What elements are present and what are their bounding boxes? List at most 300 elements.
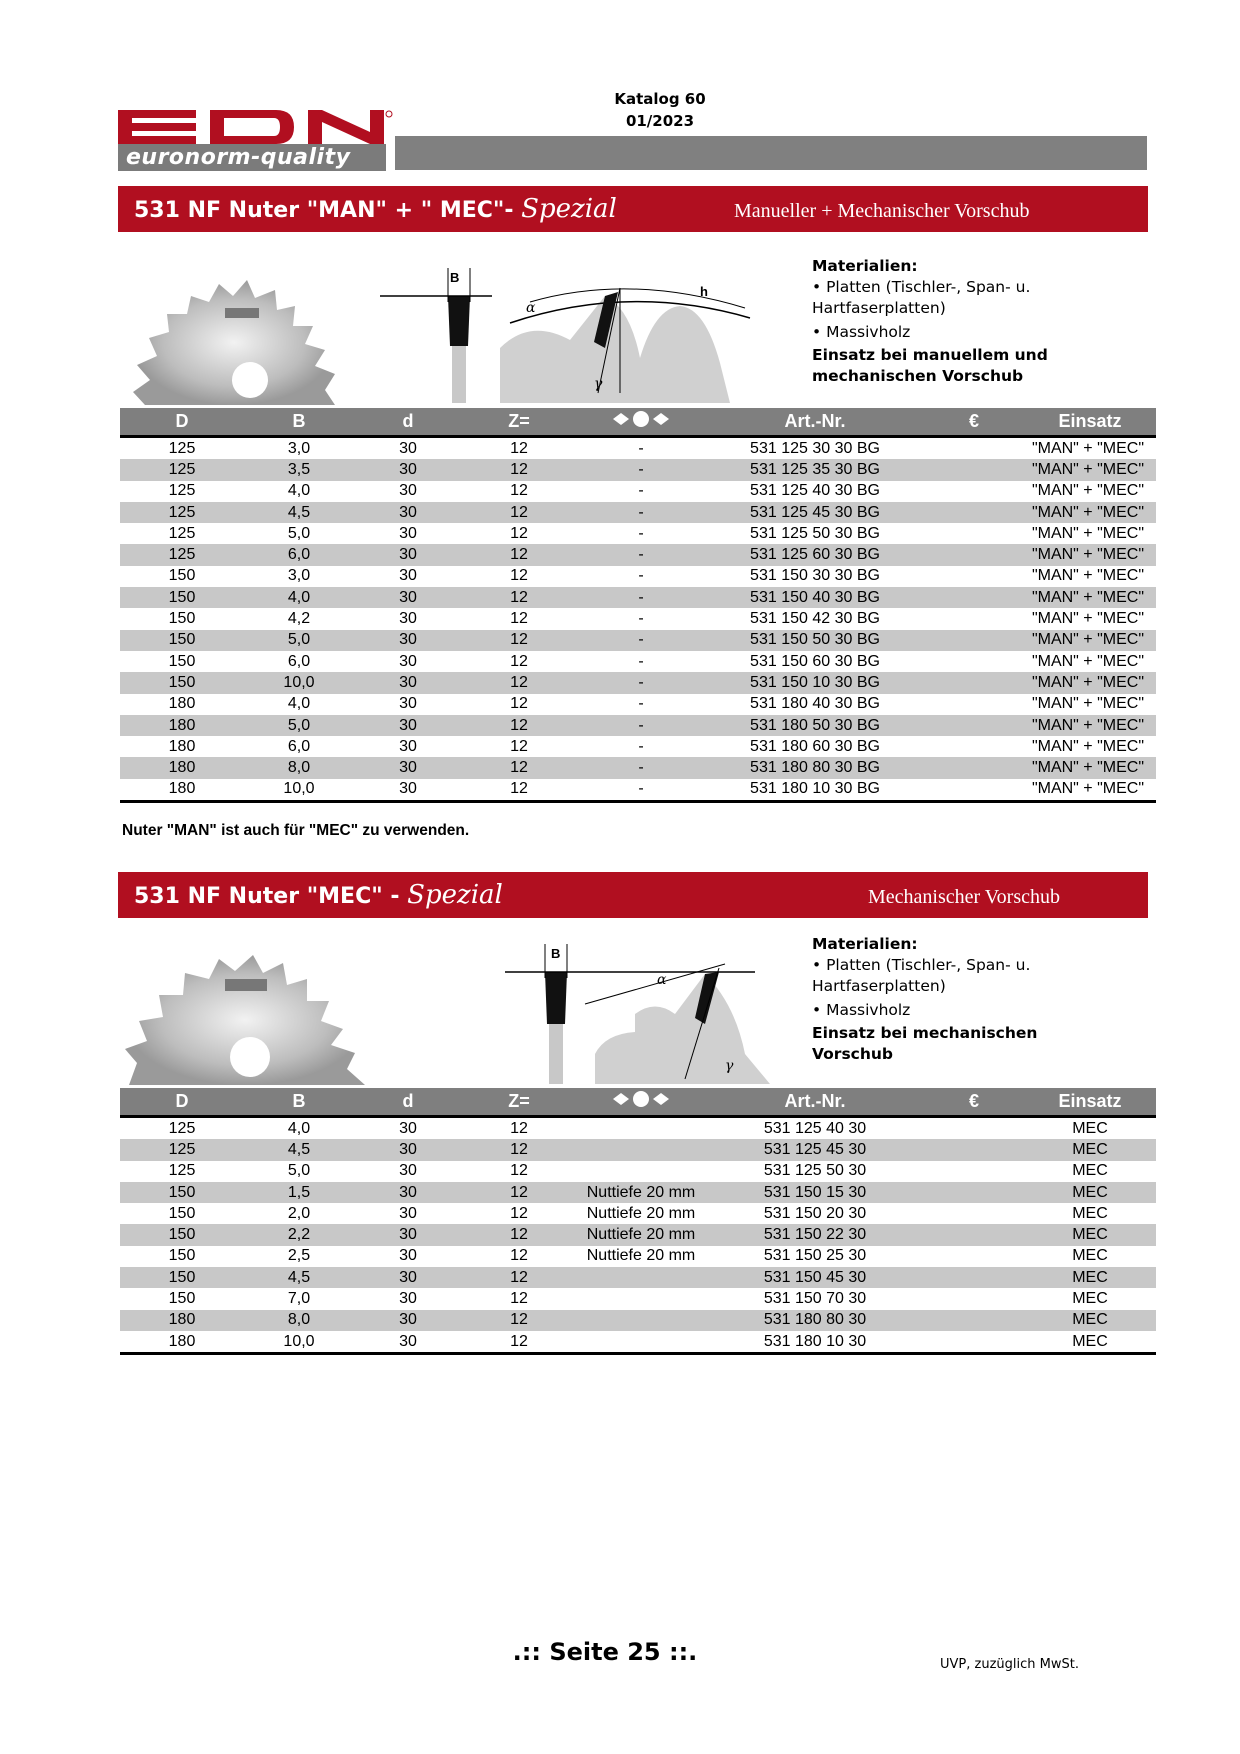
table-cell: 12 (510, 1247, 528, 1265)
table-row (120, 1267, 1156, 1288)
table-cell: 30 (354, 1267, 462, 1288)
table-cell: MEC (1072, 1290, 1108, 1308)
table-cell (924, 608, 1024, 629)
table-cell: 30 (354, 459, 462, 480)
table-row (120, 1310, 1156, 1331)
table-cell: MEC (1024, 1224, 1156, 1245)
table-cell: "MAN" + "MEC" (1031, 439, 1144, 457)
table-cell: 30 (354, 672, 462, 693)
column-header (576, 408, 706, 437)
table-cell (924, 437, 1024, 460)
table-cell: MEC (1024, 1331, 1156, 1354)
table-cell: 30 (399, 1162, 417, 1180)
table-cell: 531 150 20 30 (763, 1204, 867, 1222)
table-cell: 531 180 80 30 (706, 1310, 924, 1331)
table-cell: - (576, 544, 706, 565)
table-cell: "MAN" + "MEC" (1024, 459, 1156, 480)
table-cell (576, 1310, 706, 1331)
section2-title: 531 NF Nuter "MEC" - Spezial (134, 880, 503, 910)
table-cell: 30 (399, 567, 417, 585)
table-cell: 30 (399, 1204, 417, 1222)
svg-text:γ: γ (594, 376, 603, 392)
table-cell (924, 502, 1024, 523)
table-row (120, 1331, 1156, 1354)
table-cell: 180 (120, 1310, 244, 1331)
column-header: Z= (462, 408, 576, 437)
table-cell: 4,2 (287, 610, 311, 628)
table-cell (924, 566, 1024, 587)
table-row (120, 502, 1156, 523)
section1-table (120, 408, 1156, 803)
table-cell: 30 (399, 1119, 417, 1137)
table-cell: Nuttiefe 20 mm (586, 1247, 696, 1265)
table-cell: 12 (462, 1139, 576, 1160)
table-cell: 531 125 50 30 (763, 1162, 867, 1180)
section2-usage: Einsatz bei mechanischen Vorschub (812, 1024, 1038, 1063)
table-cell (924, 1267, 1024, 1288)
table-cell: 4,0 (287, 1119, 311, 1137)
table-cell (924, 715, 1024, 736)
table-cell: 2,0 (287, 1204, 311, 1222)
table-header-row (120, 408, 1156, 437)
svg-text:h: h (700, 284, 708, 299)
table-cell (576, 1267, 706, 1288)
table-cell: - (576, 630, 706, 651)
table-cell: 12 (462, 779, 576, 802)
table-cell: 150 (168, 1290, 196, 1308)
table-cell: 7,0 (287, 1290, 311, 1308)
table-cell: 531 125 40 30 BG (750, 482, 880, 500)
table-cell (924, 1161, 1024, 1182)
section2-table (120, 1088, 1156, 1355)
table-cell: 531 125 35 30 BG (706, 459, 924, 480)
table-cell: 180 (120, 1331, 244, 1354)
table-cell (924, 544, 1024, 565)
table-cell: 10,0 (244, 779, 354, 802)
table-cell: 12 (462, 715, 576, 736)
table-cell: 12 (510, 439, 528, 457)
table-row (120, 736, 1156, 757)
table-cell: 150 (120, 1182, 244, 1203)
table-cell: 30 (399, 737, 417, 755)
table-cell: 12 (510, 524, 528, 542)
table-cell: 10,0 (244, 672, 354, 693)
table-cell: 30 (399, 1247, 417, 1265)
table-row (120, 437, 1156, 460)
section1-material-1: • Platten (Tischler-, Span- u. Hartfaserplatten) (812, 278, 1031, 317)
section1-material-2: • Massivholz (812, 323, 911, 341)
table-cell: 150 (168, 1204, 196, 1222)
table-cell: "MAN" + "MEC" (1031, 482, 1144, 500)
table-cell: - (576, 459, 706, 480)
table-cell: 12 (462, 1182, 576, 1203)
table-cell: - (576, 779, 706, 802)
table-cell: MEC (1024, 1267, 1156, 1288)
table-cell: "MAN" + "MEC" (1024, 502, 1156, 523)
price-note: UVP, zuzüglich MwSt. (940, 1657, 1079, 1672)
table-row (120, 587, 1156, 608)
table-cell: 30 (354, 1310, 462, 1331)
table-cell: 1,5 (244, 1182, 354, 1203)
table-cell: MEC (1072, 1247, 1108, 1265)
compat-note: Nuter "MAN" ist auch für "MEC" zu verwenden. (122, 822, 470, 839)
table-cell: 12 (462, 587, 576, 608)
table-cell: 5,0 (287, 1162, 311, 1180)
table-cell: 125 (168, 524, 196, 542)
table-cell: Nuttiefe 20 mm (576, 1182, 706, 1203)
table-cell (924, 1288, 1024, 1309)
table-cell: 531 125 60 30 BG (706, 544, 924, 565)
table-row (120, 523, 1156, 544)
table-cell: 30 (399, 482, 417, 500)
tooth-shape-icon (611, 1089, 671, 1109)
table-cell: 531 125 45 30 BG (706, 502, 924, 523)
table-cell (924, 757, 1024, 778)
table-cell: 12 (462, 1331, 576, 1354)
section2-materials (812, 934, 1112, 1065)
table-row (120, 1246, 1156, 1267)
table-cell: - (638, 695, 644, 713)
table-cell (924, 459, 1024, 480)
table-row (120, 608, 1156, 629)
table-cell: 30 (354, 544, 462, 565)
table-cell (924, 1331, 1024, 1354)
table-cell: 30 (399, 439, 417, 457)
table-cell (924, 523, 1024, 544)
table-cell: 125 (168, 1162, 196, 1180)
table-cell: 12 (510, 1162, 528, 1180)
table-row (120, 694, 1156, 715)
table-cell: 4,5 (244, 1139, 354, 1160)
section2-feed: Mechanischer Vorschub (868, 886, 1060, 908)
table-row (120, 1288, 1156, 1309)
table-cell: 2,5 (287, 1247, 311, 1265)
table-cell: 10,0 (244, 1331, 354, 1354)
table-cell (924, 1224, 1024, 1245)
section1-title-bar (118, 186, 1148, 232)
table-row (120, 630, 1156, 651)
table-cell: 12 (462, 544, 576, 565)
column-header: d (354, 408, 462, 437)
table-cell: - (638, 737, 644, 755)
table-cell: 150 (168, 567, 196, 585)
table-cell: 12 (462, 757, 576, 778)
table-cell: "MAN" + "MEC" (1031, 567, 1144, 585)
table-cell (924, 481, 1024, 502)
table-cell: 531 150 70 30 (763, 1290, 867, 1308)
table-cell: 531 125 50 30 BG (750, 524, 880, 542)
column-header: € (924, 1088, 1024, 1117)
table-cell: 531 150 45 30 (706, 1267, 924, 1288)
table-cell: 531 180 10 30 (706, 1331, 924, 1354)
table-cell: 5,0 (244, 715, 354, 736)
table-cell: MEC (1024, 1139, 1156, 1160)
table-cell: 12 (510, 737, 528, 755)
table-cell (924, 1139, 1024, 1160)
section1-usage: Einsatz bei manuellem und mechanischen Vorschub (812, 346, 1048, 385)
table-cell: "MAN" + "MEC" (1031, 652, 1144, 670)
section2-material-2: • Massivholz (812, 1001, 911, 1019)
table-cell: 531 180 50 30 BG (706, 715, 924, 736)
table-cell: 30 (354, 715, 462, 736)
table-cell (924, 651, 1024, 672)
table-cell: 180 (120, 715, 244, 736)
table-cell (924, 779, 1024, 802)
table-row (120, 757, 1156, 778)
table-cell: 180 (120, 757, 244, 778)
table-row (120, 672, 1156, 693)
table-cell: 125 (120, 1139, 244, 1160)
table-cell: 30 (354, 630, 462, 651)
table-cell: MEC (1072, 1119, 1108, 1137)
table-cell: 5,0 (244, 630, 354, 651)
table-cell (924, 736, 1024, 757)
table-cell: 531 150 15 30 (706, 1182, 924, 1203)
table-cell (576, 1139, 706, 1160)
table-cell: 4,5 (244, 1267, 354, 1288)
table-cell: 12 (510, 610, 528, 628)
table-row (120, 715, 1156, 736)
table-cell: 150 (120, 672, 244, 693)
table-cell: 531 150 50 30 BG (706, 630, 924, 651)
table-cell: MEC (1024, 1182, 1156, 1203)
table-cell: 30 (354, 587, 462, 608)
table-cell (924, 1117, 1024, 1140)
table-cell: 12 (462, 502, 576, 523)
section2-title-bar (118, 872, 1148, 918)
table-cell: 531 150 42 30 BG (750, 610, 880, 628)
table-cell: 8,0 (244, 757, 354, 778)
saw-blade-image-1 (125, 270, 335, 405)
table-cell: - (638, 482, 644, 500)
table-cell: 125 (120, 459, 244, 480)
section1-materials-heading: Materialien: (812, 257, 918, 275)
table-cell: 3,5 (244, 459, 354, 480)
table-cell: 30 (354, 1331, 462, 1354)
column-header: B (244, 1088, 354, 1117)
section1-feed: Manueller + Mechanischer Vorschub (734, 200, 1030, 222)
catalog-label (560, 88, 760, 132)
table-cell: 4,0 (287, 695, 311, 713)
table-cell: 125 (168, 1119, 196, 1137)
table-cell: 150 (168, 652, 196, 670)
table-cell: 5,0 (287, 524, 311, 542)
table-row (120, 544, 1156, 565)
table-cell: 150 (120, 1267, 244, 1288)
column-header: B (244, 408, 354, 437)
table-cell (576, 1161, 706, 1182)
table-cell: 531 125 40 30 (763, 1119, 867, 1137)
table-cell: 531 180 10 30 BG (706, 779, 924, 802)
table-cell: 531 180 60 30 BG (750, 737, 880, 755)
section1-materials (812, 256, 1112, 387)
table-cell: "MAN" + "MEC" (1031, 695, 1144, 713)
table-cell: - (576, 502, 706, 523)
table-cell (576, 1331, 706, 1354)
svg-text:α: α (526, 300, 536, 316)
table-cell: 180 (168, 737, 196, 755)
table-cell: "MAN" + "MEC" (1024, 757, 1156, 778)
table-row (120, 459, 1156, 480)
table-cell: 12 (510, 482, 528, 500)
column-header: D (120, 408, 244, 437)
table-cell: 531 150 60 30 BG (750, 652, 880, 670)
header-grey-bar (395, 136, 1147, 170)
table-cell: 30 (399, 695, 417, 713)
table-cell: 12 (462, 459, 576, 480)
table-cell: MEC (1024, 1310, 1156, 1331)
table-cell: 4,0 (244, 587, 354, 608)
column-header: Z= (462, 1088, 576, 1117)
table-cell: 531 125 30 30 BG (750, 439, 880, 457)
svg-text:γ: γ (725, 1058, 734, 1074)
table-cell: 3,0 (287, 567, 311, 585)
table-cell (576, 1117, 706, 1140)
column-header: Einsatz (1024, 1088, 1156, 1117)
column-header: D (120, 1088, 244, 1117)
column-header: Art.-Nr. (706, 1088, 924, 1117)
table-cell: - (638, 524, 644, 542)
table-cell: "MAN" + "MEC" (1031, 737, 1144, 755)
table-cell: "MAN" + "MEC" (1024, 544, 1156, 565)
section2-materials-heading: Materialien: (812, 935, 918, 953)
table-cell: 12 (510, 1204, 528, 1222)
table-cell: MEC (1072, 1204, 1108, 1222)
table-cell: - (638, 610, 644, 628)
table-cell: 531 150 22 30 (706, 1224, 924, 1245)
table-cell: - (638, 439, 644, 457)
table-cell: 30 (354, 1224, 462, 1245)
column-header: d (354, 1088, 462, 1117)
column-header (576, 1088, 706, 1117)
table-cell: 531 180 80 30 BG (706, 757, 924, 778)
svg-text:B: B (551, 946, 561, 961)
table-row (120, 1203, 1156, 1224)
table-cell: 531 150 40 30 BG (706, 587, 924, 608)
table-cell: 12 (462, 1310, 576, 1331)
table-cell (924, 587, 1024, 608)
section1-title: 531 NF Nuter "MAN" + " MEC"- Spezial (134, 194, 617, 224)
table-cell: - (576, 757, 706, 778)
table-cell: "MAN" + "MEC" (1031, 524, 1144, 542)
table-cell: 125 (120, 502, 244, 523)
table-cell: Nuttiefe 20 mm (586, 1204, 696, 1222)
table-row (120, 1139, 1156, 1160)
table-cell: 6,0 (287, 737, 311, 755)
table-cell (924, 1182, 1024, 1203)
table-cell: 180 (120, 779, 244, 802)
table-cell: 30 (399, 610, 417, 628)
column-header: Einsatz (1024, 408, 1156, 437)
table-cell: 30 (354, 1139, 462, 1160)
table-cell (924, 1203, 1024, 1224)
table-cell: - (638, 652, 644, 670)
table-row (120, 651, 1156, 672)
table-row (120, 779, 1156, 802)
table-row (120, 566, 1156, 587)
table-cell: "MAN" + "MEC" (1024, 715, 1156, 736)
table-cell: "MAN" + "MEC" (1024, 587, 1156, 608)
logo-subtitle: euronorm-quality (118, 144, 386, 171)
table-header-row (120, 1088, 1156, 1117)
table-row (120, 1117, 1156, 1140)
table-cell: 30 (399, 652, 417, 670)
table-cell: 4,0 (287, 482, 311, 500)
table-cell: 180 (168, 695, 196, 713)
table-row (120, 481, 1156, 502)
table-cell: 150 (120, 1224, 244, 1245)
table-cell: 8,0 (244, 1310, 354, 1331)
table-cell: 30 (354, 502, 462, 523)
table-cell: 12 (462, 1267, 576, 1288)
column-header: € (924, 408, 1024, 437)
column-header: Art.-Nr. (706, 408, 924, 437)
table-cell: 30 (354, 1182, 462, 1203)
table-cell (924, 1246, 1024, 1267)
table-cell: 531 150 25 30 (763, 1247, 867, 1265)
table-cell: - (576, 587, 706, 608)
table-cell: 12 (510, 695, 528, 713)
table-cell: 30 (399, 524, 417, 542)
table-cell: 12 (462, 1224, 576, 1245)
table-cell: 531 150 30 30 BG (750, 567, 880, 585)
table-cell: - (638, 567, 644, 585)
table-cell: 30 (354, 779, 462, 802)
table-cell: 12 (510, 1119, 528, 1137)
table-cell: 150 (168, 610, 196, 628)
tooth-shape-icon (611, 409, 671, 429)
table-cell: 531 150 10 30 BG (706, 672, 924, 693)
table-cell: 125 (168, 439, 196, 457)
table-cell: 12 (510, 652, 528, 670)
page-number: .:: Seite 25 ::. (512, 1638, 698, 1666)
svg-text:α: α (657, 972, 667, 988)
table-cell: MEC (1072, 1162, 1108, 1180)
table-cell: 12 (510, 1290, 528, 1308)
tooth-geometry-diagram-1 (380, 268, 755, 403)
table-cell: 4,5 (244, 502, 354, 523)
table-cell: 531 125 45 30 (706, 1139, 924, 1160)
table-cell: 2,2 (244, 1224, 354, 1245)
table-cell: 3,0 (287, 439, 311, 457)
table-cell: 12 (510, 567, 528, 585)
table-cell: "MAN" + "MEC" (1024, 779, 1156, 802)
table-cell (924, 1310, 1024, 1331)
table-cell: 30 (399, 1290, 417, 1308)
catalog-date: 01/2023 (625, 112, 695, 130)
table-row (120, 1182, 1156, 1203)
table-cell: 30 (354, 757, 462, 778)
table-cell: - (576, 672, 706, 693)
table-cell: 150 (120, 587, 244, 608)
table-cell (924, 694, 1024, 715)
table-cell: 6,0 (287, 652, 311, 670)
section2-material-1: • Platten (Tischler-, Span- u. Hartfaserplatten) (812, 956, 1031, 995)
table-cell: 12 (462, 630, 576, 651)
table-cell: 125 (168, 482, 196, 500)
table-cell: 150 (168, 1247, 196, 1265)
table-cell: 125 (120, 544, 244, 565)
table-cell (924, 630, 1024, 651)
table-cell: 531 180 40 30 BG (750, 695, 880, 713)
table-row (120, 1161, 1156, 1182)
catalog-number: Katalog 60 (614, 90, 706, 108)
tooth-geometry-diagram-2 (505, 944, 770, 1084)
table-cell: 12 (462, 672, 576, 693)
table-cell: 6,0 (244, 544, 354, 565)
table-cell: Nuttiefe 20 mm (576, 1224, 706, 1245)
table-row (120, 1224, 1156, 1245)
